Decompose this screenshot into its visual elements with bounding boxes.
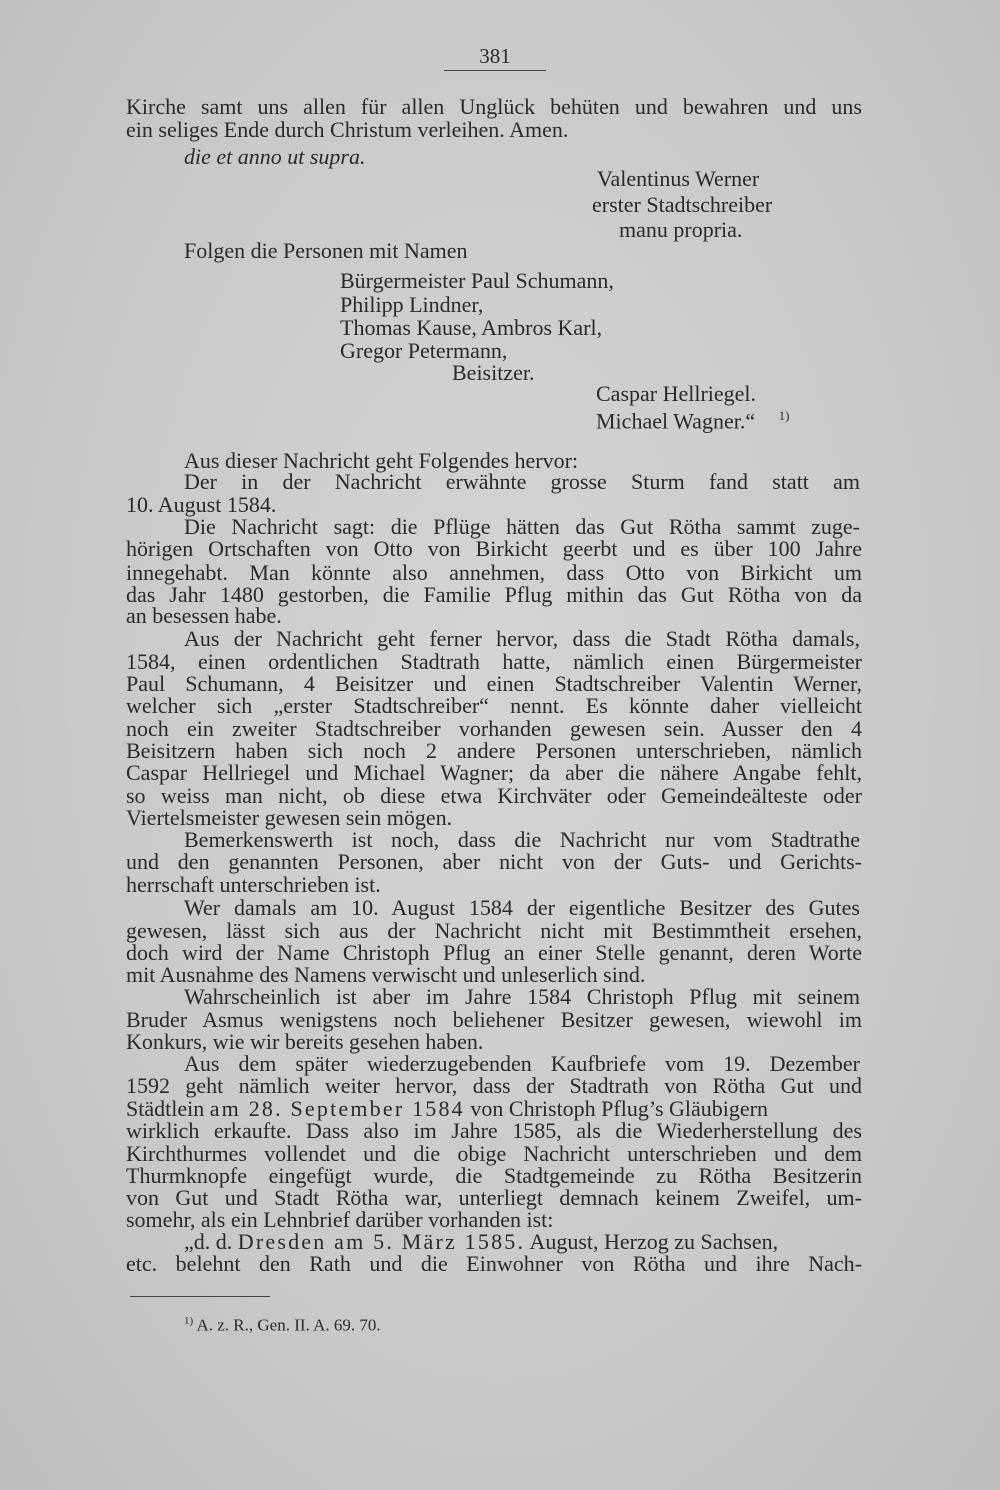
- text-line: und den genannten Personen, aber nicht von der Guts- und Gerichts-: [126, 849, 862, 874]
- text-line: Der in der Nachricht erwähnte grosse Sturm fand statt am: [184, 469, 860, 494]
- text-line: gewesen, lässt sich aus der Nachricht nicht mit Bestimmtheit ersehen,: [126, 918, 862, 943]
- text-line: Aus der Nachricht geht ferner hervor, dass die Stadt Rötha damals,: [184, 626, 860, 651]
- text-part: Städtlein: [126, 1096, 210, 1121]
- text-part: „d. d.: [184, 1229, 238, 1254]
- text-line: 10. August 1584.: [126, 492, 277, 517]
- text-line: Kirche samt uns allen für allen Unglück behüten und bewahren und uns: [126, 94, 862, 119]
- text-line: Viertelsmeister gewesen sein mögen.: [126, 805, 453, 830]
- text-line: Bemerkenswerth ist noch, dass die Nachricht nur vom Stadtrathe: [184, 827, 860, 852]
- text-line: etc. belehnt den Rath und die Einwohner von Rötha und ihre Nach-: [126, 1251, 862, 1276]
- footnote-marker: 1): [184, 1315, 194, 1327]
- text-line: [126, 1098, 862, 1120]
- text-line: Paul Schumann, 4 Beisitzer und einen Stadtschreiber Valentin Werner,: [126, 671, 862, 696]
- text-line: herrschaft unterschrieben ist.: [126, 872, 381, 897]
- page-number: 381: [479, 44, 511, 68]
- text-line: 1592 geht nämlich weiter hervor, dass der Stadtrath von Rötha Gut und: [126, 1073, 862, 1098]
- text-line: Thurmknopfe eingefügt wurde, die Stadtgemeinde zu Rötha Besitzerin: [126, 1163, 862, 1188]
- text-line: Kirchthurmes vollendet und die obige Nachricht unterschrieben und dem: [126, 1141, 862, 1166]
- text-line: von Gut und Stadt Rötha war, unterliegt demnach keinem Zweifel, um-: [126, 1185, 862, 1210]
- text-line: Aus dieser Nachricht geht Folgendes hervor:: [184, 448, 579, 473]
- text-line: hörigen Ortschaften von Otto von Birkicht geerbt und es über 100 Jahre: [126, 536, 862, 561]
- text-line: Beisitzern haben sich noch 2 andere Personen unterschrieben, nämlich: [126, 738, 862, 763]
- footnote-rule: [130, 1296, 270, 1297]
- text-line: Wer damals am 10. August 1584 der eigentliche Besitzer des Gutes: [184, 895, 860, 920]
- footnote-text: A. z. R., Gen. II. A. 69. 70.: [196, 1315, 381, 1335]
- text-line: 1584, einen ordentlichen Stadtrath hatte, nämlich einen Bürgermeister: [126, 649, 862, 674]
- text-line: mit Ausnahme des Namens verwischt und unleserlich sind.: [126, 962, 646, 987]
- text-line: wirklich erkaufte. Dass also im Jahre 1585, als die Wiederherstellung des: [126, 1118, 862, 1143]
- name-line: Beisitzer.: [452, 360, 535, 385]
- italic-text: die et anno ut supra.: [184, 144, 366, 169]
- text-line: welcher sich „erster Stadtschreiber“ nennt. Es könnte daher vielleicht: [126, 693, 862, 718]
- text-line: somehr, als ein Lehnbrief darüber vorhanden ist:: [126, 1207, 554, 1232]
- footnote: [184, 1310, 381, 1337]
- text-line: das Jahr 1480 gestorben, die Familie Pflug mithin das Gut Rötha von da: [126, 582, 862, 607]
- signature-line: erster Stadtschreiber: [592, 192, 773, 217]
- name-text: Michael Wagner.“: [596, 408, 756, 434]
- signature-line: manu propria.: [619, 217, 743, 242]
- text-part: August, Herzog zu Sachsen,: [525, 1229, 779, 1254]
- name-line: Thomas Kause, Ambros Karl,: [340, 315, 603, 340]
- name-line: Bürgermeister Paul Schumann,: [340, 268, 614, 293]
- text-part: von Christoph Pflug’s Gläubigern: [464, 1096, 768, 1121]
- text-line: Konkurs, wie wir bereits gesehen haben.: [126, 1029, 484, 1054]
- footnote-reference: 1): [778, 408, 790, 423]
- signature-line: Valentinus Werner: [597, 166, 760, 191]
- text-line: an besessen habe.: [126, 603, 282, 628]
- name-line: Philipp Lindner,: [340, 292, 484, 317]
- text-line: Wahrscheinlich ist aber im Jahre 1584 Christoph Pflug mit seinem: [184, 984, 860, 1009]
- text-line: so weiss man nicht, ob diese etwa Kirchväter oder Gemeindeälteste oder: [126, 783, 862, 808]
- text-line: [184, 1231, 778, 1253]
- text-line: doch wird der Name Christoph Pflug an einer Stelle genannt, deren Worte: [126, 940, 862, 965]
- header-rule: [444, 70, 546, 71]
- text-line: noch ein zweiter Stadtschreiber vorhanden gewesen sein. Ausser den 4: [126, 716, 862, 741]
- name-line: Gregor Petermann,: [340, 338, 508, 363]
- text-line: Folgen die Personen mit Namen: [184, 238, 468, 263]
- text-line: innegehabt. Man könnte also annehmen, dass Otto von Birkicht um: [126, 560, 862, 585]
- text-line-italic: [184, 146, 366, 168]
- text-line: Die Nachricht sagt: die Pflüge hätten das Gut Rötha sammt zuge-: [184, 514, 860, 539]
- name-line: Caspar Hellriegel.: [596, 381, 757, 406]
- text-line: Caspar Hellriegel und Michael Wagner; da aber die nähere Angabe fehlt,: [126, 760, 862, 785]
- text-line: Aus dem später wiederzugebenden Kaufbriefe vom 19. Dezember: [184, 1051, 860, 1076]
- spaced-date: am 28. September 1584: [209, 1096, 465, 1121]
- text-line: Bruder Asmus wenigstens noch beliehener Besitzer gewesen, wiewohl im: [126, 1007, 862, 1032]
- name-line: [596, 405, 789, 432]
- spaced-place-date: Dresden am 5. März 1585.: [237, 1229, 526, 1254]
- text-line: ein seliges Ende durch Christum verleihen. Amen.: [126, 117, 569, 142]
